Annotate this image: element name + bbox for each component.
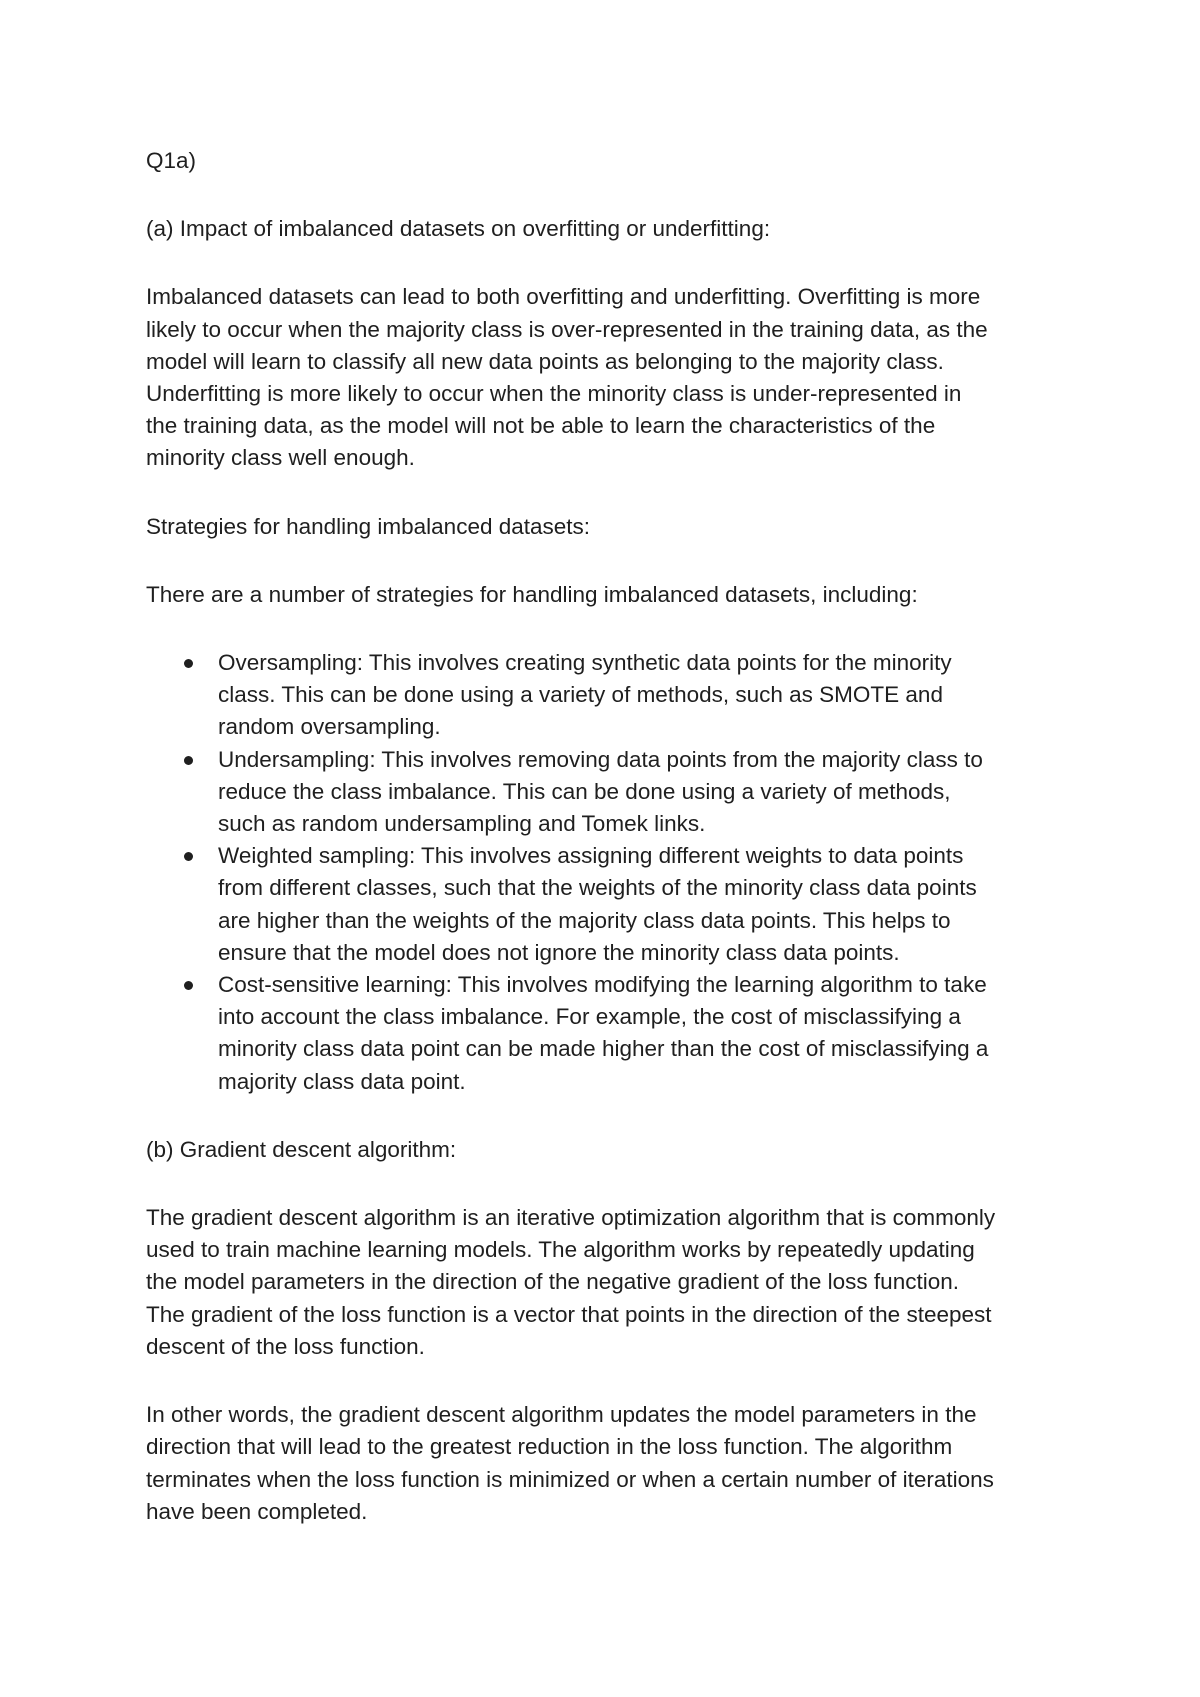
strategies-intro: There are a number of strategies for handling imbalanced datasets, including: [146, 581, 918, 607]
part-a-title: (a) Impact of imbalanced datasets on overfitting or underfitting: [146, 216, 771, 242]
strategy-oversampling: Oversampling: This involves creating synthetic data points for the minority class. This can be done using a variety of methods, such as SMOTE and random oversampling. [218, 650, 952, 740]
part-a-paragraph: Imbalanced datasets can lead to both overfitting and underfitting. Overfitting is more likely to occur when the majority class is over-represented in the training data, as the model will learn to classify all new data points as belonging to the majority class. Underfitting is more likely to occur when the minority class is under-represented in the training data, as the model will not be able to learn the characteristics of the minority class well enough. [146, 284, 988, 471]
bullet-icon [184, 852, 193, 861]
part-b-paragraph-1: The gradient descent algorithm is an iterative optimization algorithm that is commonly used to train machine learning models. The algorithm works by repeatedly updating the model parameters in the direction of the negative gradient of the loss function. The gradient of the loss function is a vector that points in the direction of the steepest descent of the loss function. [146, 1205, 996, 1359]
question-heading: Q1a) [146, 148, 197, 173]
bullet-icon [184, 981, 193, 990]
strategies-list [146, 647, 996, 1098]
bullet-icon [184, 756, 193, 765]
list-item [146, 647, 996, 744]
list-item [146, 969, 996, 1098]
list-item [146, 840, 996, 969]
bullet-icon [184, 659, 193, 668]
part-b-title: (b) Gradient descent algorithm: [146, 1136, 457, 1162]
strategy-cost-sensitive: Cost-sensitive learning: This involves modifying the learning algorithm to take into account the class imbalance. For example, the cost of misclassifying a minority class data point can be made higher than the cost of misclassifying a majority class data point. [218, 972, 989, 1094]
strategy-undersampling: Undersampling: This involves removing data points from the majority class to reduce the class imbalance. This can be done using a variety of methods, such as random undersampling and Tomek links. [218, 746, 983, 837]
strategies-title: Strategies for handling imbalanced datasets: [146, 513, 591, 539]
part-b-paragraph-2: In other words, the gradient descent algorithm updates the model parameters in the direction that will lead to the greatest reduction in the loss function. The algorithm terminates when the loss function is minimized or when a certain number of iterations have been completed. [146, 1402, 994, 1524]
document-page [146, 145, 996, 1528]
list-item [146, 744, 996, 841]
strategy-weighted-sampling: Weighted sampling: This involves assigning different weights to data points from different classes, such that the weights of the minority class data points are higher than the weights of the majority class data points. This helps to ensure that the model does not ignore the minority class data points. [218, 843, 977, 965]
